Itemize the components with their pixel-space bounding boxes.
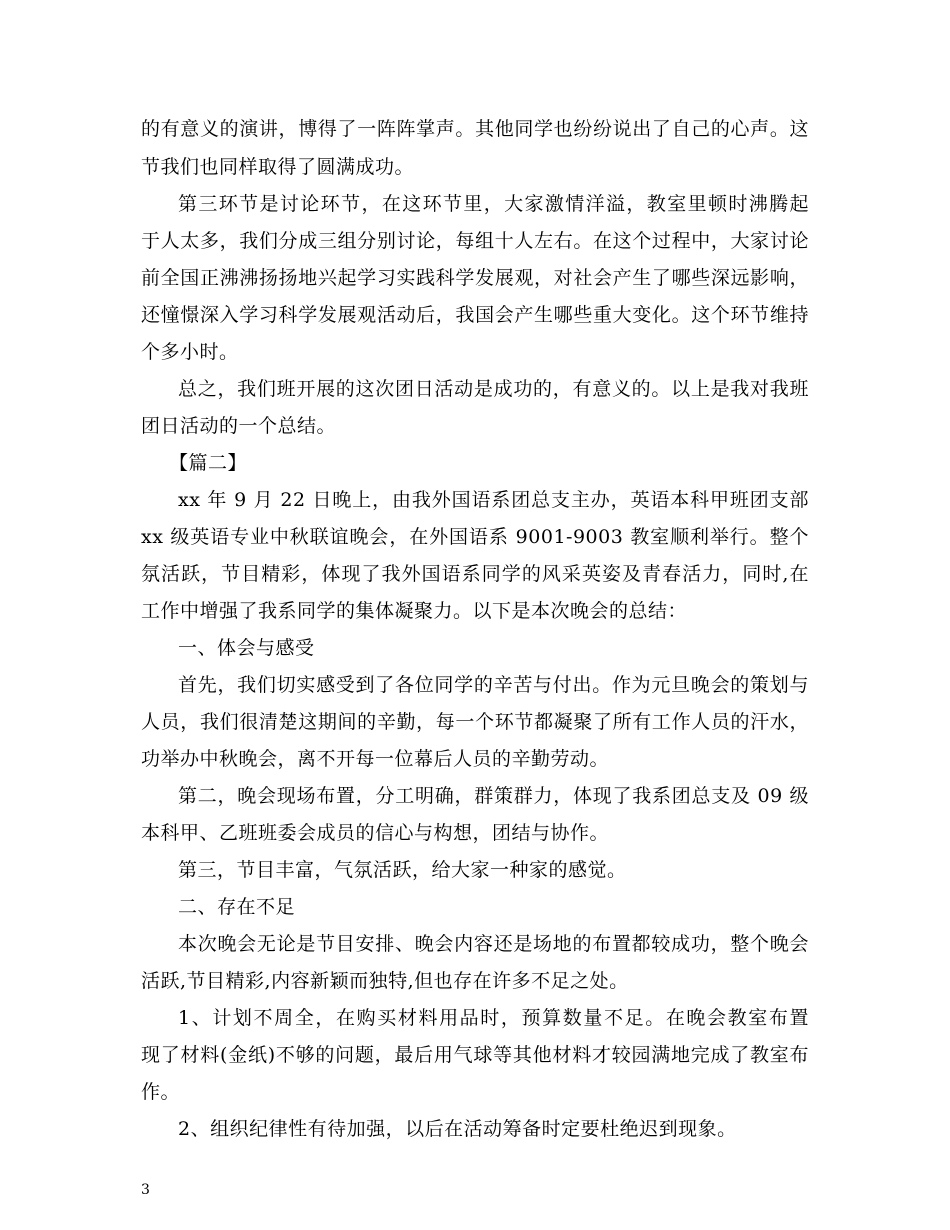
text-line: 第二，晚会现场布置，分工明确，群策群力，体现了我系团总支及 09 级 — [178, 785, 809, 807]
text-line: 于人太多，我们分成三组分别讨论，每组十人左右。在这个过程中，大家讨论 — [141, 230, 809, 252]
subsection-heading: 一、体会与感受 — [178, 637, 315, 659]
text-line: 首先，我们切实感受到了各位同学的辛苦与付出。作为元旦晚会的策划与 — [178, 674, 809, 696]
text-line: 氛活跃，节目精彩，体现了我外国语系同学的风采英姿及青春活力，同时,在 — [141, 563, 809, 585]
text-line: 现了材料(金纸)不够的问题，最后用气球等其他材料才较园满地完成了教室布 — [141, 1044, 809, 1066]
text-line: 本次晚会无论是节目安排、晚会内容还是场地的布置都较成功，整个晚会 — [178, 933, 809, 955]
text-line: 的有意义的演讲，博得了一阵阵掌声。其他同学也纷纷说出了自己的心声。这 — [141, 118, 809, 140]
text-line: 2、组织纪律性有待加强，以后在活动筹备时定要杜绝迟到现象。 — [178, 1118, 737, 1140]
text-line: 功举办中秋晚会，离不开每一位幕后人员的辛勤劳动。 — [141, 748, 610, 770]
text-line: 人员，我们很清楚这期间的辛勤，每一个环节都凝聚了所有工作人员的汗水， — [141, 711, 809, 733]
text-line: 前全国正沸沸扬扬地兴起学习实践科学发展观，对社会产生了哪些深远影响， — [141, 267, 809, 289]
text-line: 本科甲、乙班班委会成员的信心与构想，团结与协作。 — [141, 822, 610, 844]
text-line: 节我们也同样取得了圆满成功。 — [141, 156, 415, 178]
text-line: 工作中增强了我系同学的集体凝聚力。以下是本次晚会的总结： — [141, 600, 688, 622]
text-line: xx 级英语专业中秋联谊晚会，在外国语系 9001-9003 教室顺利举行。整个 — [141, 526, 809, 548]
text-line: 还憧憬深入学习科学发展观活动后，我国会产生哪些重大变化。这个环节维持 — [141, 304, 809, 326]
page-number: 3 — [141, 1182, 150, 1198]
text-line: 个多小时。 — [141, 341, 239, 363]
text-line: 团日活动的一个总结。 — [141, 415, 337, 437]
text-line: 第三，节目丰富，气氛活跃，给大家一种家的感觉。 — [178, 859, 627, 881]
text-line: 1、计划不周全，在购买材料用品时，预算数量不足。在晚会教室布置 — [178, 1007, 809, 1029]
subsection-heading: 二、存在不足 — [178, 896, 296, 918]
text-line: xx 年 9 月 22 日晚上，由我外国语系团总支主办，英语本科甲班团支部 — [178, 489, 809, 511]
text-line: 总之，我们班开展的这次团日活动是成功的，有意义的。以上是我对我班 — [178, 378, 809, 400]
section-heading: 【篇二】 — [169, 452, 248, 474]
text-line: 第三环节是讨论环节，在这环节里，大家激情洋溢，教室里顿时沸腾起 — [178, 193, 809, 215]
text-line: 作。 — [141, 1081, 181, 1103]
text-line: 活跃,节目精彩,内容新颖而独特,但也存在许多不足之处。 — [141, 970, 629, 992]
